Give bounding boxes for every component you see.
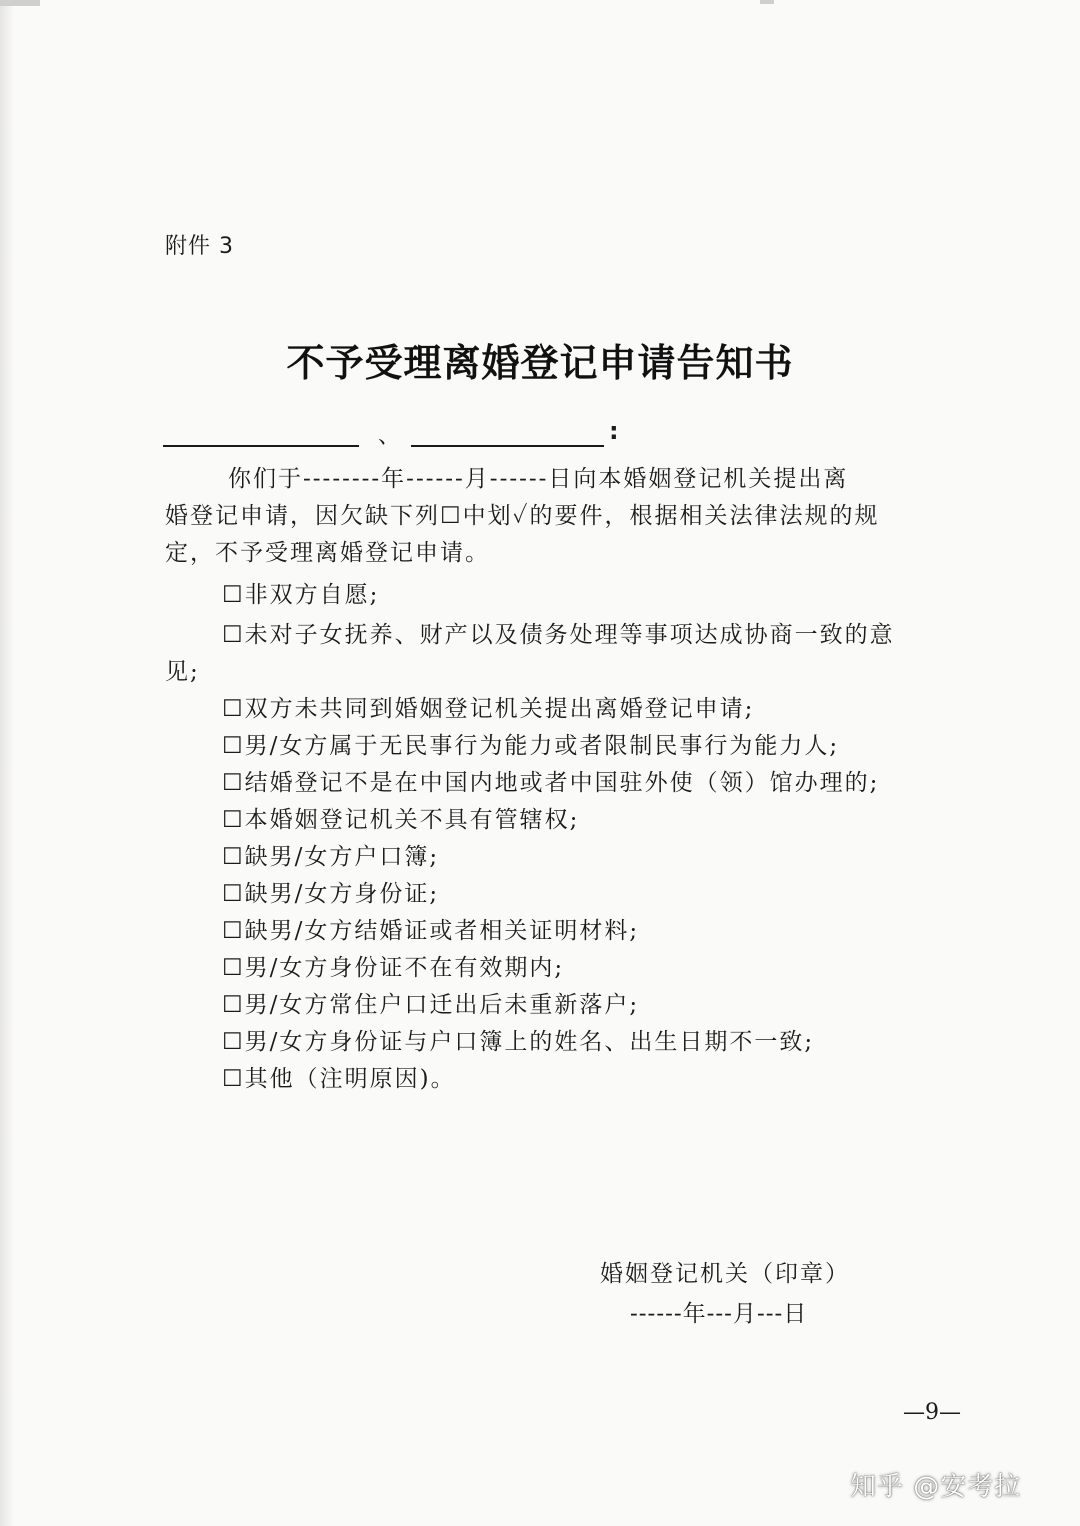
scan-edge-shadow bbox=[0, 0, 14, 1526]
paragraph-line-3: 定，不予受理离婚登记申请。 bbox=[165, 540, 490, 566]
checklist-item: ☐男/女方身份证与户口簿上的姓名、出生日期不一致; bbox=[222, 1029, 815, 1055]
addressee-separator: 、 bbox=[378, 424, 401, 449]
registration-authority-seal: 婚姻登记机关（印章） bbox=[600, 1261, 850, 1287]
checklist-item: ☐结婚登记不是在中国内地或者中国驻外使（领）馆办理的; bbox=[222, 770, 880, 796]
checklist-item: ☐男/女方属于无民事行为能力或者限制民事行为能力人; bbox=[222, 733, 840, 759]
scan-mark bbox=[0, 0, 40, 6]
checklist-item: ☐未对子女抚养、财产以及债务处理等事项达成协商一致的意 bbox=[222, 622, 895, 648]
addressee-blank-1 bbox=[163, 445, 359, 447]
zhihu-watermark: 知乎 @安考拉 bbox=[850, 1472, 1022, 1502]
scan-mark bbox=[760, 0, 774, 4]
addressee-colon: : bbox=[609, 417, 619, 445]
checklist-item: ☐双方未共同到婚姻登记机关提出离婚登记申请; bbox=[222, 696, 755, 722]
checklist-item: ☐男/女方常住户口迁出后未重新落户; bbox=[222, 992, 640, 1018]
document-title: 不予受理离婚登记申请告知书 bbox=[286, 340, 794, 385]
notice-paragraph bbox=[165, 461, 975, 572]
checklist-item: ☐其他（注明原因)。 bbox=[222, 1066, 456, 1092]
checklist-item: ☐缺男/女方身份证; bbox=[222, 881, 440, 907]
paragraph-line-1: 你们于--------年------月------日向本婚姻登记机关提出离 bbox=[228, 466, 849, 492]
checklist-item: ☐缺男/女方结婚证或者相关证明材料; bbox=[222, 918, 640, 944]
checklist-item: ☐本婚姻登记机关不具有管辖权; bbox=[222, 807, 580, 833]
scan-top-marks bbox=[0, 0, 1080, 14]
signature-date: ------年---月---日 bbox=[630, 1301, 808, 1327]
addressee-blank-2 bbox=[411, 445, 604, 447]
checklist-item: ☐男/女方身份证不在有效期内; bbox=[222, 955, 565, 981]
checklist-item: ☐缺男/女方户口簿; bbox=[222, 844, 440, 870]
paragraph-line-2: 婚登记申请，因欠缺下列☐中划✓的要件，根据相关法律法规的规 bbox=[165, 503, 880, 529]
checklist-item-continuation: 见; bbox=[165, 659, 200, 685]
attachment-label: 附件 3 bbox=[165, 234, 234, 259]
page-number: —9— bbox=[903, 1400, 961, 1425]
checklist-item: ☐非双方自愿; bbox=[222, 582, 380, 608]
